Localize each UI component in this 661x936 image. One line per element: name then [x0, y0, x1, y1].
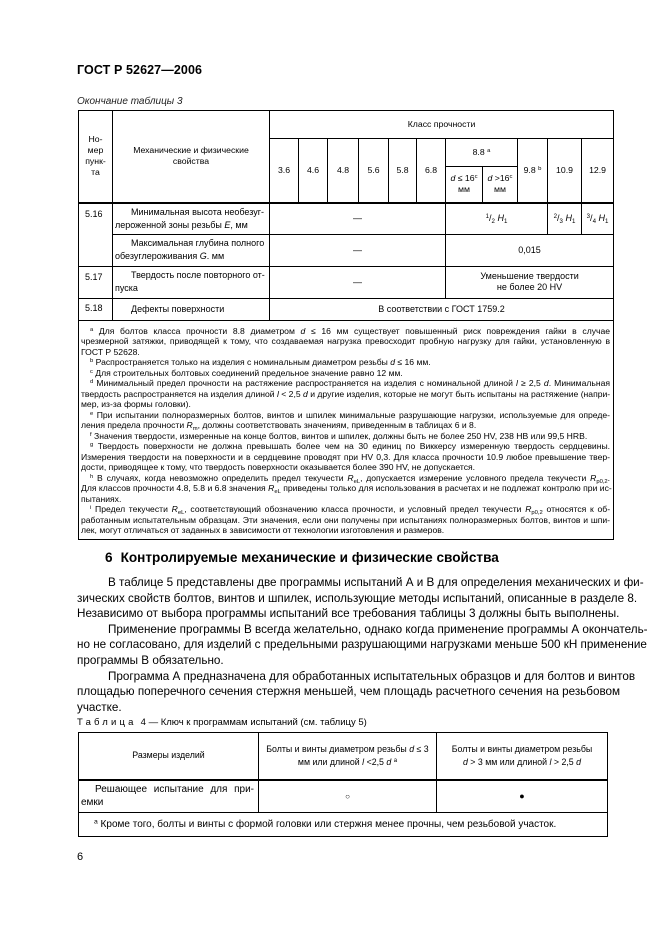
text-line: дости, приводящее к тому, что твердость поверхности оказывается более 390 HV, не допускается. [81, 462, 476, 472]
header-class-5-6: 5.6 [359, 139, 389, 203]
row-label [79, 780, 259, 813]
value-classes-8-8-to-12-9: 0,015 [446, 234, 614, 266]
text-line: Уменьшение твердости [480, 271, 579, 281]
section-title: Контролируемые механические и физические свойства [120, 550, 499, 565]
superscript: d [90, 379, 94, 386]
superscript: c [90, 368, 93, 375]
symbol: E [224, 219, 231, 230]
paragraph [77, 622, 648, 669]
section-body [77, 575, 648, 715]
symbol: H [598, 213, 605, 223]
subscript: 2 [491, 217, 495, 225]
symbol: d [300, 325, 306, 336]
text-line: ления предела прочности $R_m$, должны соответствовать значениям, приведенным в таблицах 6 и 8. [81, 420, 477, 432]
text-line: Для классов прочности 4.8, 5.8 и 6.8 значения $R_{eL}$ приведены только для использования в расчетах и не подлежат контролю при ис- [81, 483, 612, 495]
text-line: В таблице 5 представлены две программы испытаний А и В для определения механических и фи- [108, 576, 644, 589]
superscript: e [90, 410, 94, 417]
text-line: мер [87, 145, 104, 156]
table-row [79, 266, 614, 298]
section-heading [105, 550, 499, 565]
table-row [79, 234, 614, 266]
text-line: площадью поперечного сечения стержня меньшей, чем площадь расчетного сечения на резьбовом [77, 685, 621, 699]
text-line: пунк- [85, 156, 106, 167]
header-class-9-8: 9.8 $^b$ [518, 139, 548, 203]
table-4-caption-text: 4 — Ключ к программам испытаний (см. таблицу 5) [140, 717, 367, 728]
header-class-6-8: 6.8 [417, 139, 446, 203]
header-large-bolts [437, 733, 608, 780]
open-circle-icon: ○ [259, 780, 437, 813]
text-line: твердость распространяется на изделия длиной l < 2,5 d и другие изделия, которые не могут быть испытаны на растяжение (напри- [81, 388, 611, 399]
text-line: Но- [88, 134, 103, 145]
row-number: 5.18 [79, 298, 113, 320]
superscript: c [509, 174, 513, 181]
text-line: $^e$ При испытании полноразмерных болтов, винтов и шпилек минимальные разрушающие нагрузки, используемые для опреде- [90, 409, 611, 420]
superscript: a [393, 757, 398, 764]
header-property [113, 111, 270, 203]
table-3-header-row [79, 111, 614, 139]
text-line: $d \le 16^c$ [450, 173, 478, 184]
table-4-caption-label: Таблица [77, 717, 137, 728]
symbol: l [276, 388, 279, 399]
subscript: eL [353, 478, 361, 485]
text-line: чрезмерной затяжки, приводящей к тому, что создаваемая нагрузка превосходит пробную нагрузку для гайки, установленную в [81, 336, 611, 346]
superscript: a [487, 148, 491, 155]
value-class-12-9: $^3/_4$ $H_1$ [582, 203, 614, 235]
subscript: 4 [592, 217, 596, 225]
symbol: R [186, 420, 193, 430]
subscript: p0,2 [531, 509, 543, 516]
symbol: d [390, 357, 396, 367]
value-classes-8-8-to-9-8: $^1/_2$ $H_1$ [446, 203, 548, 235]
text-line: $^d$ Минимальный предел прочности на растяжение распространяется на изделия с номинальной длиной l ≥ 2,5 d. Минимальная [90, 378, 611, 388]
text-line: мер, из-за формы головки). [81, 399, 191, 409]
paragraph [77, 575, 644, 622]
text-line: пуска [115, 283, 138, 293]
table-3-footnotes [79, 320, 614, 539]
footnote-d [81, 378, 610, 410]
text-line: Измерения твердости на поверхности и в сердцевине проводят при HV 0,3. Для класса прочности 10.9 любое превышение твер- [81, 451, 611, 462]
footnote-b [81, 357, 610, 368]
text-line: емки [81, 797, 104, 809]
superscript: a [94, 818, 98, 826]
table-4-footnote-row [79, 813, 608, 837]
symbol: d [409, 743, 415, 754]
filled-circle-icon: ● [437, 780, 608, 813]
footnote-i [81, 504, 610, 536]
superscript: g [90, 442, 94, 449]
header-item-number [79, 111, 113, 203]
footnote-e [81, 410, 610, 431]
superscript: c [474, 174, 478, 181]
header-class-8-8: 8.8 $^a$ [446, 139, 518, 167]
header-8-8-d-gt-16 [483, 167, 518, 203]
header-class-10-9: 10.9 [548, 139, 582, 203]
row-property [113, 203, 270, 235]
superscript: a [90, 326, 94, 333]
text-line: участке. [77, 700, 122, 714]
symbol: d [303, 388, 308, 399]
row-property [113, 234, 270, 266]
text-line: та [91, 167, 100, 178]
header-small-bolts [259, 733, 437, 780]
subscript: p0,2 [596, 478, 608, 485]
symbol: H [565, 213, 572, 223]
text-line: Болты и винты диаметром резьбы d ≤ 3 [266, 743, 429, 754]
superscript: 1 [485, 212, 490, 220]
text-line: Применение программы В всегда желательно, однако когда применение программы А окончатель- [108, 622, 648, 636]
table-3 [78, 110, 614, 540]
table-row [79, 780, 608, 813]
value-all-classes: В соответствии с ГОСТ 1759.2 [270, 298, 614, 320]
value-classes-3-6-to-6-8: — [270, 234, 446, 266]
text-line: работанным испытательным образцам. Эти значения, если они получены при испытаниях полноразмерных болтов, винтов и шпи- [81, 514, 611, 525]
value-classes-8-8-to-12-9 [446, 266, 614, 298]
superscript: i [90, 505, 92, 512]
text-line: $^c$ Для строительных болтовых соединений предельное значение равно 12 мм. [90, 367, 403, 378]
text-line: Минимальная высота необезуг- [131, 206, 264, 217]
text-line: Болты и винты диаметром резьбы [451, 743, 593, 754]
subscript: eL [274, 488, 281, 495]
table-3-caption: Окончание таблицы 3 [77, 96, 183, 107]
header-strength-class: Класс прочности [270, 111, 614, 139]
symbol: d [487, 173, 493, 184]
symbol: d [576, 756, 582, 767]
text-line: Дефекты поверхности [131, 303, 225, 314]
text-line: мм [494, 184, 506, 195]
symbol: d [386, 756, 392, 767]
text-line: лек, могут отличаться от заданных в зависимости от технологии изготовления и размеров. [81, 525, 445, 535]
symbol: d [450, 173, 456, 184]
value-classes-3-6-to-6-8: — [270, 266, 446, 298]
header-class-5-8: 5.8 [389, 139, 417, 203]
text-line: $d >16^c$ [487, 173, 513, 184]
footnote-c [81, 368, 610, 379]
table-4-footnote: $^a$ Кроме того, болты и винты с формой головки или стержня менее прочны, чем резьбовой участок. [79, 813, 608, 837]
subscript: eL [177, 509, 185, 516]
row-property [113, 266, 270, 298]
text-line: обезуглероживания G. мм [115, 251, 225, 261]
text-line: Механические и физические [133, 145, 249, 156]
text-line: $^b$ Распространяется только на изделия с номинальным диаметром резьбы d ≤ 16 мм. [90, 357, 431, 367]
superscript: b [90, 358, 94, 365]
subscript: 3 [559, 217, 563, 225]
page-number: 6 [77, 851, 84, 863]
superscript: b [538, 165, 542, 172]
symbol: R [590, 472, 597, 483]
table-3-footnotes-row [79, 320, 614, 539]
text-line: программы В обязательно. [77, 653, 224, 667]
text-line: мм или длиной l <2,5 d $^a$ [297, 756, 398, 767]
text-line: Максимальная глубина полного [131, 238, 265, 248]
superscript: f [90, 431, 92, 438]
text-line: ГОСТ Р 52628. [81, 346, 140, 357]
superscript: 3 [586, 212, 591, 220]
symbol: R [347, 472, 354, 483]
superscript: h [90, 473, 94, 480]
text-line: $^h$ В случаях, когда невозможно определить предел текучести $R_{eL}$, допускается измерение условного предела текучести $R_{p0,2}$. [90, 472, 611, 485]
text-line: мм [458, 184, 470, 195]
text-line: $^i$ Предел текучести $R_{eL}$, соответствующий обозначению класса прочности, и условный предел текучести $R_{p0,2}$ относятся к об- [90, 504, 611, 516]
value-class-10-9: $^2/_3$ $H_1$ [548, 203, 582, 235]
symbol: d [462, 756, 468, 767]
symbol: l [516, 378, 518, 388]
subscript: 1 [571, 217, 576, 225]
text-line: d > 3 мм или длиной l > 2,5 d [462, 756, 582, 767]
text-line: $^a$ Для болтов класса прочности 8.8 диаметром d ≤ 16 мм существует повышенный риск повреждения гайки в случае [90, 325, 611, 336]
row-property [113, 298, 270, 320]
symbol: l [549, 756, 552, 767]
table-row [79, 298, 614, 320]
text-line: зических свойств болтов, винтов и шпилек, использующие методы испытаний, описанные в разделе 8. [77, 591, 638, 605]
symbol: R [171, 504, 178, 514]
text-line: $^f$ Значения твердости, измеренные на конце болтов, винтов и шпилек, должны быть не более 250 HV, 238 HB или 99,5 HRB. [90, 430, 588, 441]
footnote-h [81, 473, 610, 505]
subscript: m [192, 425, 198, 432]
text-line: свойства [172, 156, 210, 167]
row-number: 5.17 [79, 266, 113, 298]
section-number: 6 [105, 550, 113, 565]
symbol: d [543, 378, 549, 388]
text-line: $^g$ Твердость поверхности не должна превышать более чем на 30 единиц по Виккерсу измеренную твердость сердцевины. [90, 441, 611, 451]
text-line: но не согласовано, для изделий с предельными разрушающими нагрузками меньше 500 кН применение [77, 638, 647, 652]
subscript: 1 [503, 217, 508, 225]
text-line: не более 20 HV [496, 282, 563, 292]
symbol: G [199, 251, 207, 261]
text-line: Решающее испытание для при- [95, 784, 254, 796]
table-4-caption [77, 717, 367, 728]
paragraph [77, 669, 636, 716]
footnote-g [81, 441, 610, 473]
header-class-4-6: 4.6 [299, 139, 328, 203]
header-class-4-8: 4.8 [328, 139, 359, 203]
header-class-12-9: 12.9 [582, 139, 614, 203]
footnote-f [81, 431, 610, 442]
text-line: лероженной зоны резьбы E, мм [115, 219, 248, 230]
header-class-3-6: 3.6 [270, 139, 299, 203]
subscript: 1 [604, 217, 609, 225]
header-8-8-d-le-16 [446, 167, 483, 203]
text-line: пытаниях. [81, 493, 122, 504]
table-4-header-row [79, 733, 608, 780]
header-product-sizes: Размеры изделий [79, 733, 259, 780]
document-code: ГОСТ Р 52627—2006 [77, 63, 203, 77]
table-row [79, 203, 614, 235]
table-4 [78, 732, 608, 837]
text-line: Твердость после повторного от- [131, 270, 265, 280]
value-classes-3-6-to-6-8: — [270, 203, 446, 235]
symbol: H [497, 213, 504, 223]
symbol: R [268, 483, 275, 493]
text-line: Независимо от выбора программы испытаний все требования таблицы 3 должны быть выполнены. [77, 607, 620, 621]
symbol: l [362, 756, 365, 767]
footnote-a [81, 326, 610, 358]
superscript: 2 [553, 212, 558, 220]
row-number: 5.16 [79, 203, 113, 267]
symbol: R [525, 504, 532, 514]
text-line: Программа А предназначена для обработанных испытательных образцов и для болтов и винтов [108, 669, 636, 683]
